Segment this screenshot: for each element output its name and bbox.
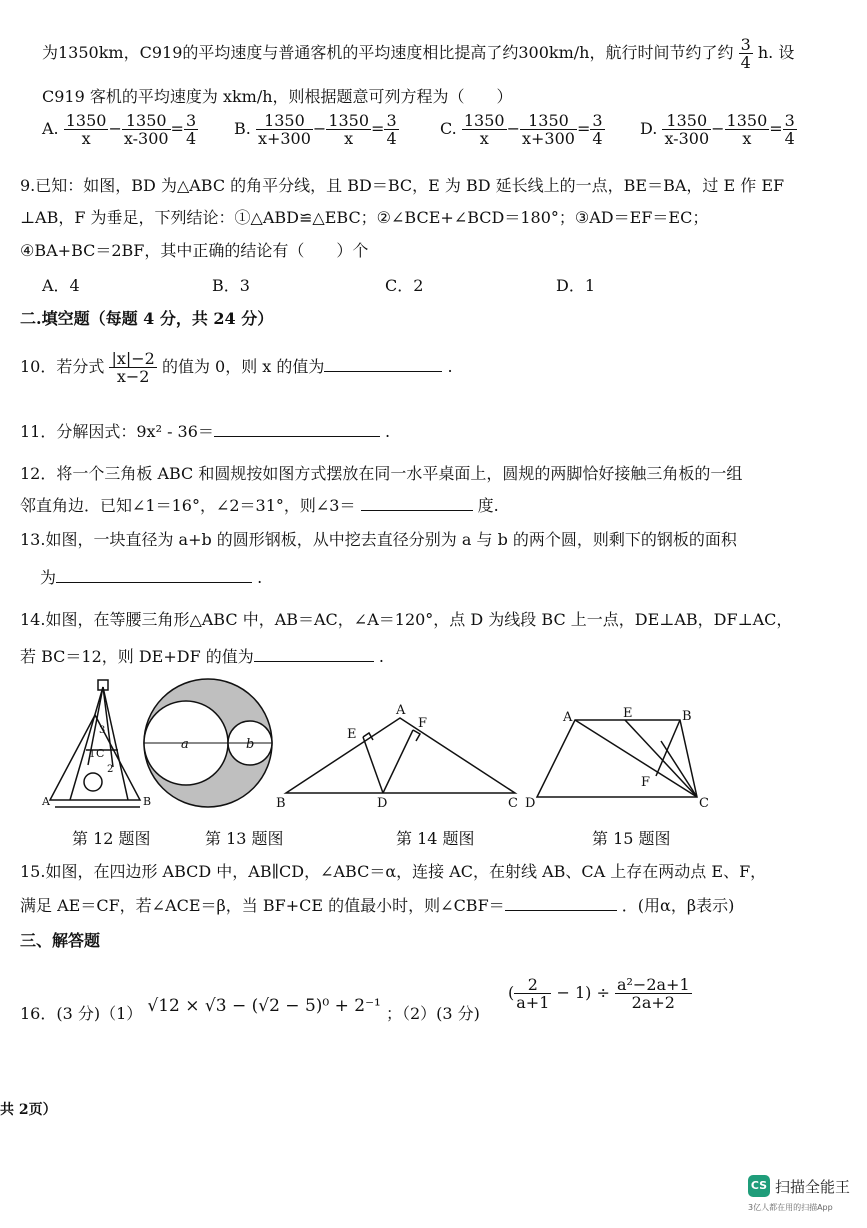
figures-row: [0, 675, 867, 815]
q8-option-d: D. $\frac{1350}{x-300}$ − $\frac{1350}{x}$ = $\frac{3}{4}$: [640, 111, 795, 148]
fig13-label-b: b: [246, 737, 255, 752]
fig15-label-b: B: [682, 709, 692, 724]
section-2-heading: 二.填空题（每题 4 分，共 24 分）: [20, 309, 274, 328]
fig14-df: [383, 730, 413, 793]
page-footer: 共 2页）: [0, 1102, 57, 1118]
q8-options: [42, 112, 862, 160]
q9-option-c: C．2: [385, 276, 424, 295]
figure-13: [144, 679, 272, 807]
section-3-heading: 三、解答题: [20, 931, 101, 950]
q9-option-b: B．3: [212, 276, 250, 295]
q12-line1: 12．将一个三角板 ABC 和圆规按如图方式摆放在同一水平桌面上，圆规的两脚恰好接触三角板的一组: [20, 464, 743, 483]
q8-option-a: A. $\frac{1350}{x}$ − $\frac{1350}{x-300}$ = $\frac{3}{4}$: [42, 111, 197, 148]
q10: 10．若分式 $\frac{|x|-2}{x-2}$ 的值为 0，则 x 的值为 .: [20, 349, 453, 386]
q14-answer-blank[interactable]: [254, 647, 374, 662]
fig12-hole: [84, 773, 102, 791]
q8-line2: C919 客机的平均速度为 xkm/h，则根据题意可列方程为（ ）: [42, 87, 513, 106]
q8-line1: [42, 36, 794, 71]
q9-option-a: A．4: [42, 276, 80, 295]
q13-answer-blank[interactable]: [56, 568, 252, 583]
caption-fig-12: 第 12 题图: [72, 829, 151, 848]
q14-line2: 若 BC＝12，则 DE+DF 的值为 .: [20, 647, 384, 666]
caption-fig-13: 第 13 题图: [205, 829, 284, 848]
figure-15: [525, 706, 709, 811]
q14-line1: 14.如图，在等腰三角形△ABC 中，AB＝AC，∠A＝120°，点 D 为线段 BC 上一点，DE⊥AB，DF⊥AC，: [20, 610, 793, 629]
fig14-label-f: F: [418, 716, 428, 731]
fig15-label-f: F: [641, 775, 651, 790]
fig15-label-e: E: [623, 706, 633, 721]
q12-answer-blank[interactable]: [361, 496, 473, 511]
figure-12: [41, 680, 151, 808]
q8-line1-text: 为1350km，C919的平均速度与普通客机的平均速度相比提高了约300km/h，航行时间节约了约: [42, 43, 734, 62]
caption-fig-14: 第 14 题图: [396, 829, 475, 848]
fig14-label-a: A: [396, 703, 406, 718]
fig15-label-d: D: [525, 796, 536, 811]
fig12-label-a: A: [42, 795, 50, 808]
q13-line2: 为 .: [40, 568, 263, 587]
q8-line1-tail: h. 设: [757, 43, 795, 62]
q16: 16．(3 分)（1） √12 × √3 − (√2 − 5)⁰ + 2⁻¹ ；（2）(3 分): [20, 996, 480, 1023]
fig12-angle-3: 3: [99, 725, 106, 736]
watermark-tagline: 3亿人都在用的扫描App: [748, 1203, 833, 1212]
fig12-label-b: B: [143, 795, 152, 808]
watermark-app-name: 扫描全能王: [775, 1178, 851, 1196]
q16-expr-2: ( $\frac{2}{a+1}$ − 1) ÷ $\frac{\text{a²−2a+1}}{2a+2}$: [508, 975, 690, 1012]
q15-answer-blank[interactable]: [505, 896, 617, 911]
fig12-compass-leg-left: [70, 687, 106, 800]
fig14-label-b: B: [276, 796, 286, 811]
q8-fraction: $\frac{3}{4}$: [740, 35, 751, 72]
q12-line2: 邻直角边．已知∠1＝16°，∠2＝31°，则∠3＝ 度.: [20, 496, 499, 515]
q16-expr-1: √12 × √3 − (√2 − 5)⁰ + 2⁻¹: [147, 996, 381, 1016]
fig12-angle-2: 2: [107, 764, 114, 775]
q9-line1: 9.已知：如图，BD 为△ABC 的角平分线，且 BD＝BC，E 为 BD 延长线上的一点，BE＝BA，过 E 作 EF: [20, 176, 785, 195]
fig15-helper: [661, 741, 697, 797]
q11: 11．分解因式：9x² - 36＝ .: [20, 422, 391, 441]
q13-line1: 13.如图，一块直径为 a+b 的圆形钢板，从中挖去直径分别为 a 与 b 的两个圆，则剩下的钢板的面积: [20, 530, 737, 549]
fig12-angle-1: 1: [89, 749, 96, 760]
fig14-right-angle-f: [413, 730, 420, 741]
fig12-label-c: C: [96, 747, 105, 760]
q10-answer-blank[interactable]: [324, 357, 442, 372]
caption-fig-15: 第 15 题图: [592, 829, 671, 848]
figure-14: [276, 703, 518, 811]
cs-logo-icon: CS: [748, 1175, 770, 1197]
fig14-label-e: E: [347, 727, 357, 742]
fig14-label-c: C: [508, 796, 518, 811]
q8-option-b: B. $\frac{1350}{x+300}$ − $\frac{1350}{x}$ = $\frac{3}{4}$: [234, 111, 397, 148]
fig15-bf: [656, 720, 680, 776]
fig14-label-d: D: [377, 796, 388, 811]
fig15-label-c: C: [699, 796, 709, 811]
q9-option-d: D．1: [556, 276, 596, 295]
q15-line1: 15.如图，在四边形 ABCD 中，AB∥CD，∠ABC＝α，连接 AC，在射线 AB、CA 上存在两动点 E、F，: [20, 862, 767, 881]
fig13-label-a: a: [181, 737, 189, 752]
fig15-label-a: A: [563, 710, 573, 725]
fig12-compass-leg-right: [103, 687, 128, 800]
q8-option-c: C. $\frac{1350}{x}$ − $\frac{1350}{x+300}$ = $\frac{3}{4}$: [440, 111, 603, 148]
q9-line3: ④BA+BC＝2BF，其中正确的结论有（ ）个: [20, 241, 369, 260]
q10-fraction: $\frac{|x|-2}{x-2}$: [111, 349, 155, 386]
fig14-de: [363, 737, 383, 793]
q15-line2: 满足 AE＝CF，若∠ACE＝β，当 BF+CE 的值最小时，则∠CBF＝ ．(用α，β表示): [20, 896, 735, 915]
q11-answer-blank[interactable]: [214, 422, 380, 437]
q9-line2: ⊥AB，F 为垂足，下列结论：①△ABD≌△EBC；②∠BCE+∠BCD＝180°；③AD＝EF＝EC；: [20, 208, 709, 227]
